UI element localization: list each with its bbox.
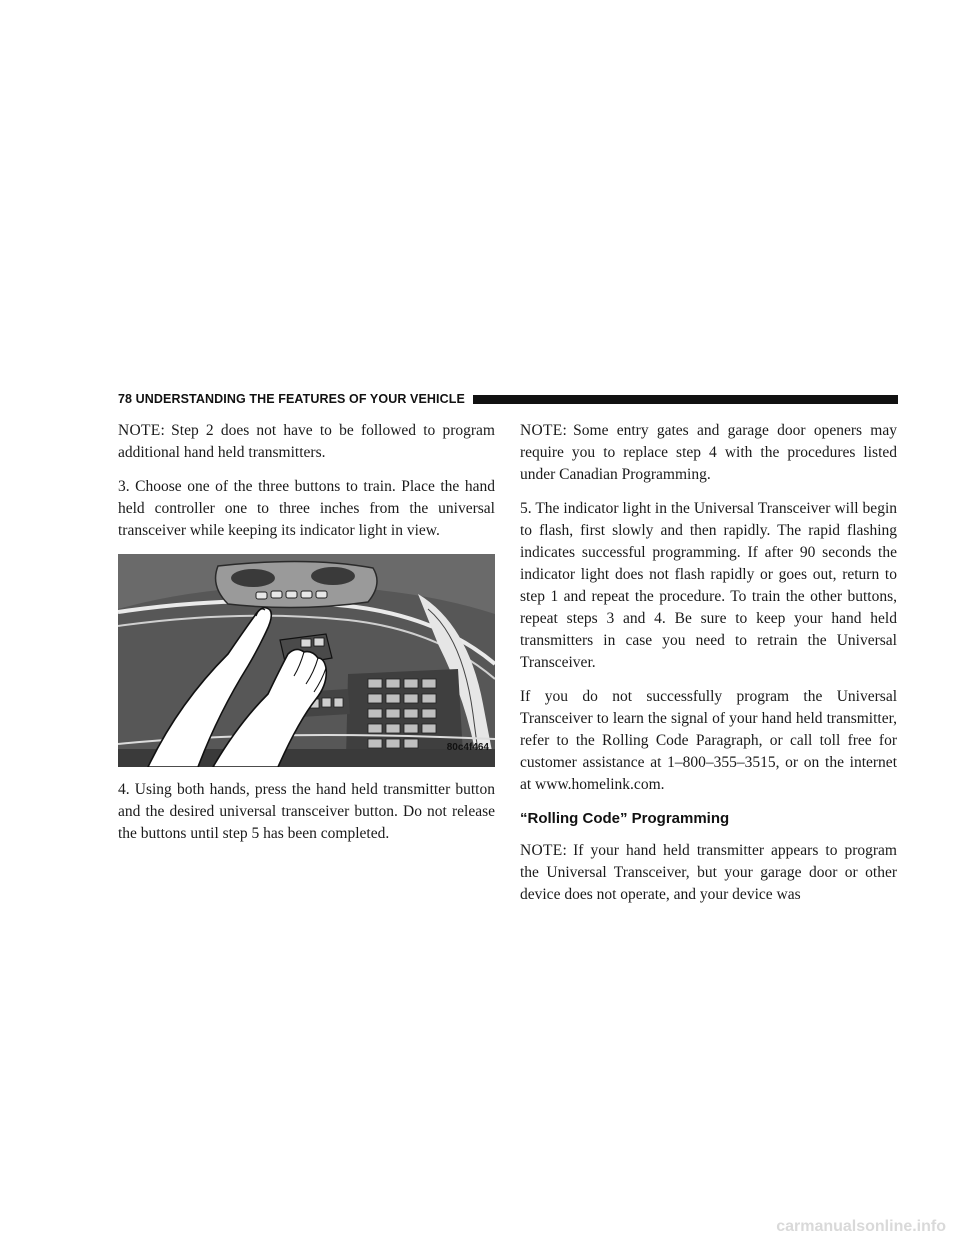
section-heading: “Rolling Code” Programming xyxy=(520,810,730,827)
page-header-title: 78 UNDERSTANDING THE FEATURES OF YOUR VEHICLE xyxy=(118,392,465,406)
left-column xyxy=(118,420,495,857)
note-canadian xyxy=(520,420,897,486)
note-label: NOTE: xyxy=(118,422,166,439)
page-header xyxy=(118,390,898,408)
site-watermark: carmanualsonline.info xyxy=(776,1218,946,1235)
note-label: NOTE: xyxy=(520,842,568,859)
note-label: NOTE: xyxy=(520,422,568,439)
step-4: 4. Using both hands, press the hand held transmitter button and the desired universal transceiver button. Do not release the buttons until step 5 has been completed. xyxy=(118,781,495,842)
note-text: Step 2 does not have to be followed to program additional hand held transmitters. xyxy=(118,422,495,461)
note-rolling-code xyxy=(520,840,897,906)
note-text: Some entry gates and garage door openers may require you to replace step 4 with the procedures listed under Canadian Programming. xyxy=(520,422,897,483)
header-rule xyxy=(473,395,898,404)
note-step2 xyxy=(118,420,495,464)
step-3: 3. Choose one of the three buttons to train. Place the hand held controller one to three inches from the universal transceiver while keeping its indicator light in view. xyxy=(118,478,495,539)
help-paragraph: If you do not successfully program the Universal Transceiver to learn the signal of your hand held transmitter, refer to the Rolling Code Paragraph, or call toll free for customer assistance at 1–800–355–3515, or on the internet at www.homelink.com. xyxy=(520,688,897,793)
step-5: 5. The indicator light in the Universal Transceiver will begin to flash, first slowly and then rapidly. The rapid flashing indicates successful programming. If after 90 seconds the indicator light does not flash rapidly or goes out, return to step 1 and repeat the procedure. To train the other buttons, repeat steps 3 and 4. Be sure to keep your hand held transmitters in case you need to retrain the Universal Transceiver. xyxy=(520,500,897,671)
figure-code: 80c4f464 xyxy=(446,742,489,753)
overhead-console-hands-image xyxy=(118,554,495,767)
note-text: If your hand held transmitter appears to program the Universal Transceiver, but your garage door or other device does not operate, and your device was xyxy=(520,842,897,903)
transceiver-illustration xyxy=(118,554,495,767)
right-column xyxy=(520,420,897,918)
